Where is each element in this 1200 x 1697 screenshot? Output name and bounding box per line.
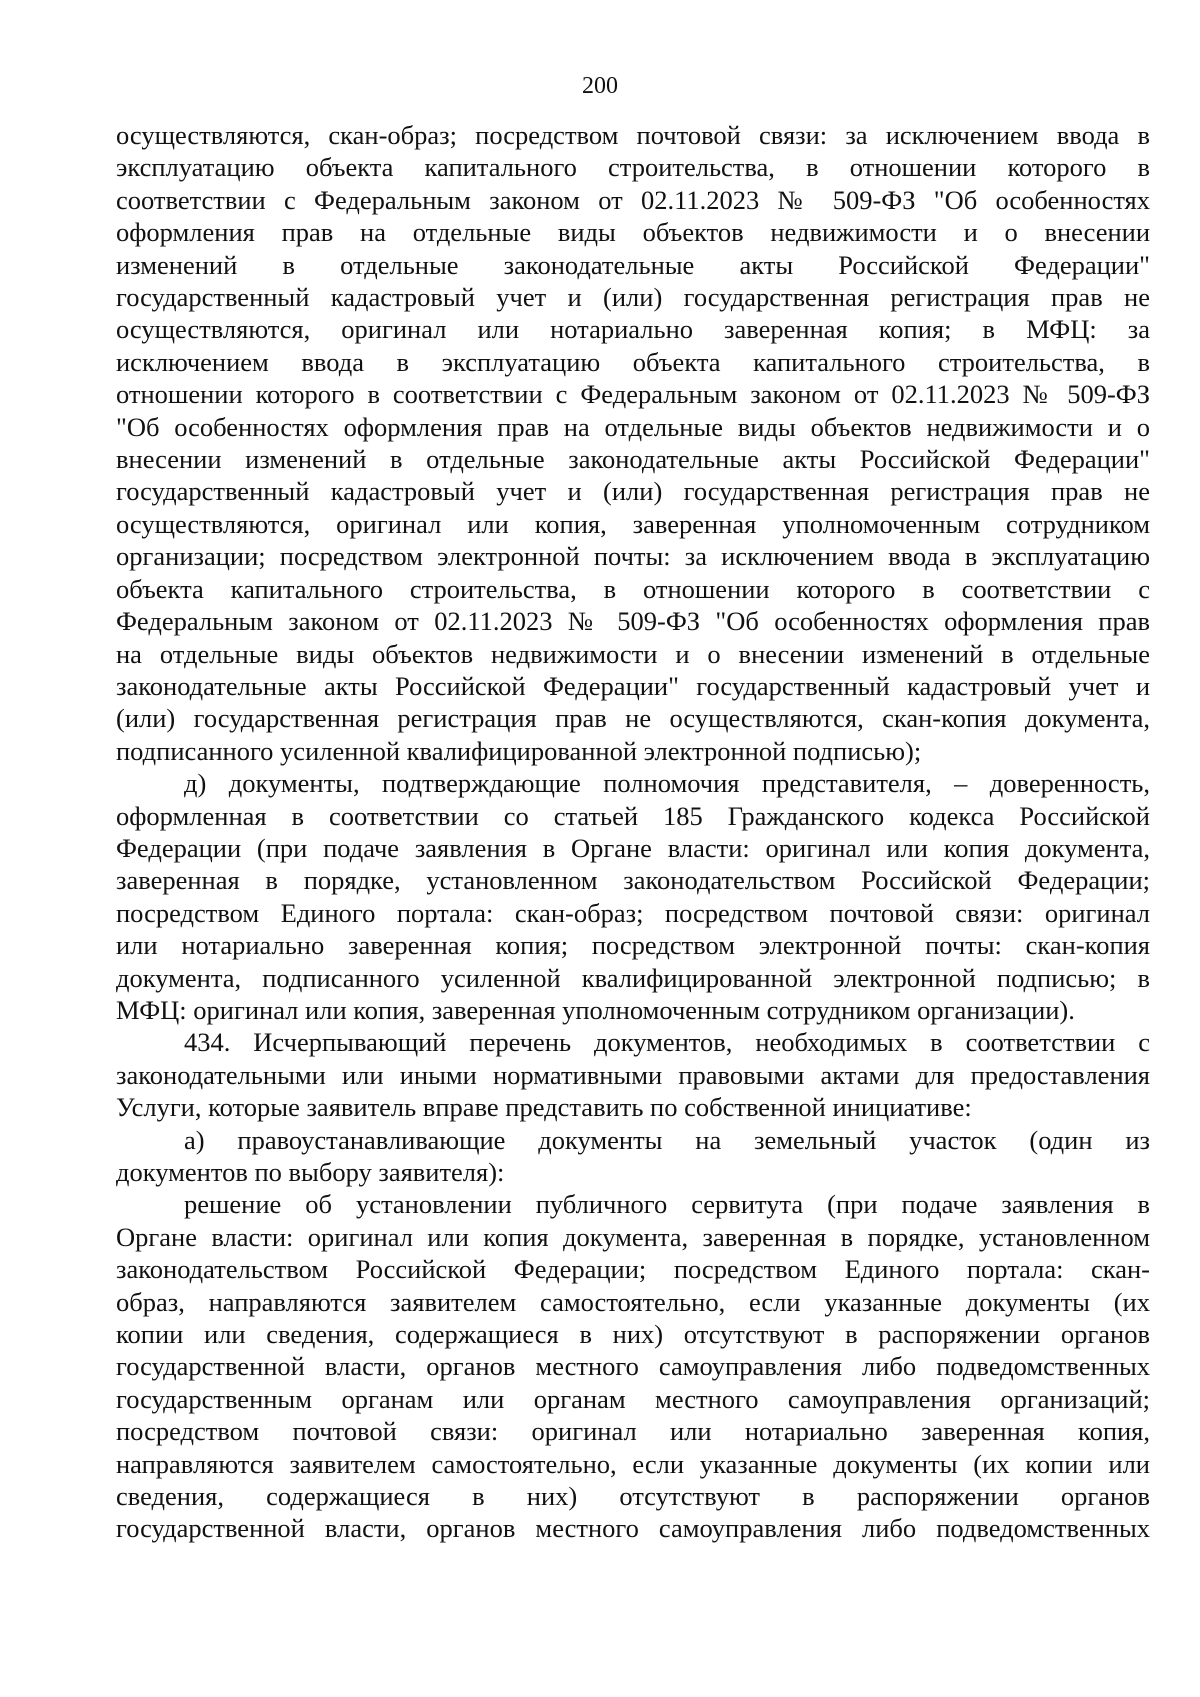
text-line: сведения, содержащиеся в них) отсутствуют в распоряжении органов (116, 1481, 1150, 1512)
text-line: государственный кадастровый учет и (или) государственная регистрация прав не (116, 282, 1150, 313)
text-line: посредством Единого портала: скан-образ; посредством почтовой связи: оригинал (116, 897, 1150, 928)
text-line: (или) государственная регистрация прав не осуществляются, скан-копия документа, (116, 703, 1150, 734)
text-line: оформления прав на отдельные виды объектов недвижимости и о внесении (116, 217, 1150, 248)
text-line: организации; посредством электронной почты: за исключением ввода в эксплуатацию (116, 541, 1150, 572)
text-line: государственной власти, органов местного самоуправления либо подведомственных (116, 1513, 1150, 1544)
text-line: эксплуатацию объекта капитального строительства, в отношении которого в (116, 152, 1150, 183)
text-line: образ, направляются заявителем самостоятельно, если указанные документы (их (116, 1286, 1150, 1317)
text-line: документа, подписанного усиленной квалифицированной электронной подписью; в (116, 962, 1150, 993)
text-line: МФЦ: оригинал или копия, заверенная уполномоченным сотрудником организации). (116, 994, 1075, 1025)
text-line: осуществляются, оригинал или копия, заверенная уполномоченным сотрудником (116, 508, 1150, 539)
text-line: осуществляются, скан-образ; посредством почтовой связи: за исключением ввода в (116, 120, 1150, 150)
text-line: решение об установлении публичного сервитута (при подаче заявления в (184, 1189, 1150, 1220)
text-line: законодательными или иными нормативными правовыми актами для предоставления (116, 1059, 1150, 1090)
text-line: оформленная в соответствии со статьей 185 Гражданского кодекса Российской (116, 800, 1150, 831)
text-line: государственным органам или органам местного самоуправления организаций; (116, 1383, 1150, 1414)
text-line: изменений в отдельные законодательные акты Российской Федерации" (116, 249, 1150, 280)
text-line: соответствии с Федеральным законом от 02.11.2023 № 509-ФЗ "Об особенностях (116, 184, 1150, 215)
text-line: государственный кадастровый учет и (или) государственная регистрация прав не (116, 476, 1150, 507)
text-line: "Об особенностях оформления прав на отдельные виды объектов недвижимости и о (116, 411, 1150, 442)
text-line: подписанного усиленной квалифицированной электронной подписью); (116, 735, 922, 766)
text-line: копии или сведения, содержащиеся в них) отсутствуют в распоряжении органов (116, 1319, 1150, 1350)
text-line: объекта капитального строительства, в отношении которого в соответствии с (116, 573, 1150, 604)
text-line: осуществляются, оригинал или нотариально заверенная копия; в МФЦ: за (116, 314, 1150, 345)
page-number: 200 (582, 73, 618, 99)
text-line: а) правоустанавливающие документы на земельный участок (один из (184, 1124, 1150, 1155)
text-line: исключением ввода в эксплуатацию объекта капитального строительства, в (116, 346, 1150, 377)
text-line: документов по выбору заявителя): (116, 1157, 505, 1187)
text-line: или нотариально заверенная копия; посредством электронной почты: скан-копия (116, 930, 1150, 961)
text-line: заверенная в порядке, установленном законодательством Российской Федерации; (116, 865, 1150, 896)
text-line: д) документы, подтверждающие полномочия представителя, – доверенность, (184, 768, 1150, 799)
text-line: законодательством Российской Федерации; посредством Единого портала: скан- (116, 1254, 1150, 1285)
text-line: Органе власти: оригинал или копия документа, заверенная в порядке, установленном (116, 1221, 1150, 1252)
text-line: направляются заявителем самостоятельно, если указанные документы (их копии или (116, 1448, 1150, 1479)
text-line: государственной власти, органов местного самоуправления либо подведомственных (116, 1351, 1150, 1382)
text-line: внесении изменений в отдельные законодательные акты Российской Федерации" (116, 444, 1150, 475)
text-line: отношении которого в соответствии с Федеральным законом от 02.11.2023 № 509-ФЗ (116, 379, 1150, 410)
text-line: посредством почтовой связи: оригинал или нотариально заверенная копия, (116, 1416, 1150, 1447)
text-line: на отдельные виды объектов недвижимости и о внесении изменений в отдельные (116, 638, 1150, 669)
document-body (116, 119, 1150, 1545)
text-line: 434. Исчерпывающий перечень документов, необходимых в соответствии с (184, 1027, 1150, 1058)
text-line: Федерации (при подаче заявления в Органе власти: оригинал или копия документа, (116, 832, 1150, 863)
text-line: законодательные акты Российской Федерации" государственный кадастровый учет и (116, 670, 1150, 701)
text-line: Федеральным законом от 02.11.2023 № 509-ФЗ "Об особенностях оформления прав (116, 606, 1150, 637)
text-line: Услуги, которые заявитель вправе представить по собственной инициативе: (116, 1092, 972, 1123)
